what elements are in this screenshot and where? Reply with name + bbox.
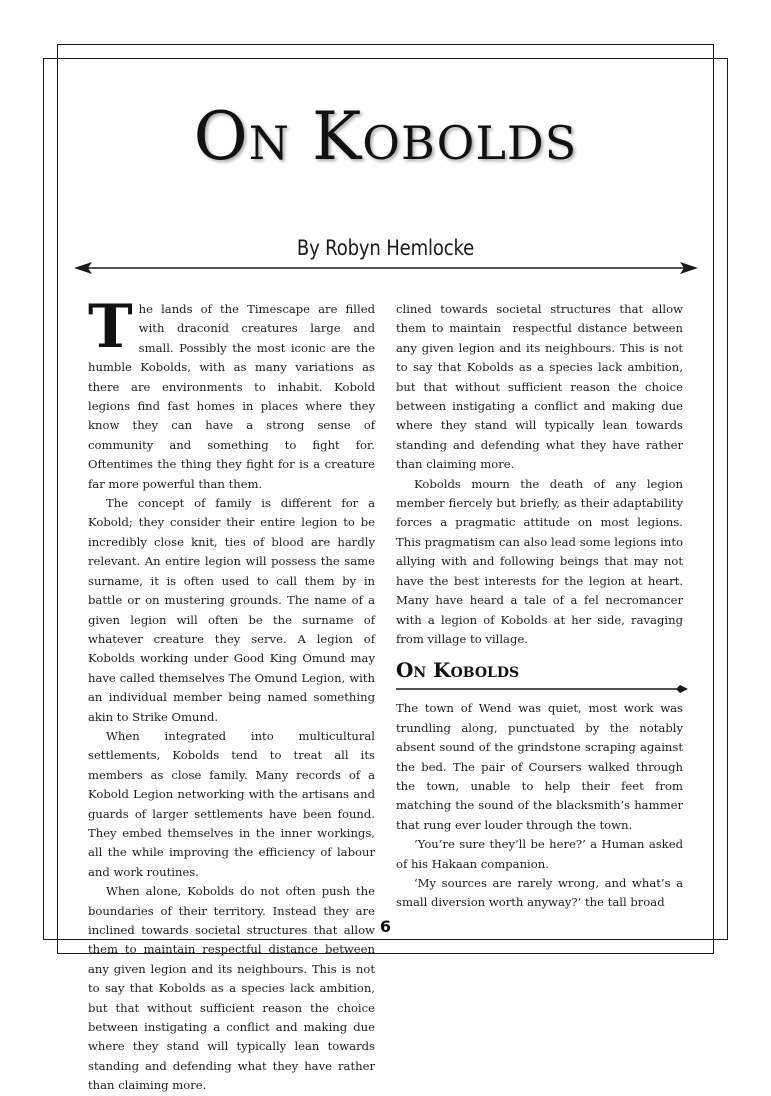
article-column-right [396,300,683,913]
story-paragraph-3: ‘My sources are rarely wrong, and what’s a small diversion worth anyway?’ the tall broad [396,875,683,910]
article-column-left [88,292,375,1093]
paragraph-mourning: Kobolds mourn the death of any legion member fiercely but briefly, as their adaptability forces a pragmatic attitude on most legions. This pragmatism can also lead some legions into allying with and following beings that may not have the best interests for the legion at heart. Many have heard a tale of a fel necromancer with a legion of Kobolds at her side, ravaging from village to village. [396,476,683,646]
intro-paragraph: The lands of the Timescape are filled with draconid creatures large and small. Possibly the most iconic are the humble Kobolds, with as many variations as there are environments to inhabit. Kobold legions find fast homes in places where they know they can have a strong sense of community and something to fight for. Oftentimes the thing they fight for is a creature far more powerful than them. [88,292,375,491]
paragraph-alone-continued: clined towards societal structures that allow them to maintain respectful distance between any given legion and its neighbours. This is not to say that Kobolds as a species lack ambition, but that without sufficient reason the choice between instigating a conflict and making due where they stand will typically lean towards standing and defending what they have rather than claiming more. [396,302,683,472]
section-heading: On Kobolds [396,658,520,683]
section-divider [396,685,688,693]
paragraph-integration: When integrated into multicultural settlements, Kobolds tend to treat all its members as close family. Many records of a Kobold Legion networking with the artisans and guards of larger settlements have been found. They embed themselves in the inner workings, all the while improving the efficiency of labour and work routines. [88,728,375,879]
story-paragraph-2: ‘You’re sure they’ll be here?’ a Human asked of his Hakaan companion. [396,837,683,871]
paragraph-family: The concept of family is different for a Kobold; they consider their entire legion to be incredibly close knit, ties of blood are hardly relevant. An entire legion will possess the same surname, it is often used to call them by in battle or on mustering grounds. The name of a given legion will often be the surname of whatever creature they serve. A legion of Kobolds working under Good King Omund may have called themselves The Omund Legion, with an individual member being named something akin to Strike Omund. [88,496,375,724]
byline: By Robyn Hemlocke [296,236,475,260]
story-paragraph-1: The town of Wend was quiet, most work was trundling along, punctuated by the notably absent sound of the grindstone scraping against the bed. The pair of Coursers walked through the town, unable to help their feet from matching the sound of the blacksmith’s hammer that rung ever louder through the town. [396,701,683,832]
paragraph-alone: When alone, Kobolds do not often push the boundaries of their territory. Instead they are inclined towards societal structures that allow them to maintain respectful distance between any given legion and its neighbours. This is not to say that Kobolds as a species lack ambition, but that without sufficient reason the choice between instigating a conflict and making due where they stand will typically lean towards standing and defending what they have rather than claiming more. [88,884,375,1093]
page-title: On Kobolds [193,98,578,175]
title-divider [0,0,771,300]
page-number: 6 [379,917,392,936]
drop-cap: T [88,292,133,362]
